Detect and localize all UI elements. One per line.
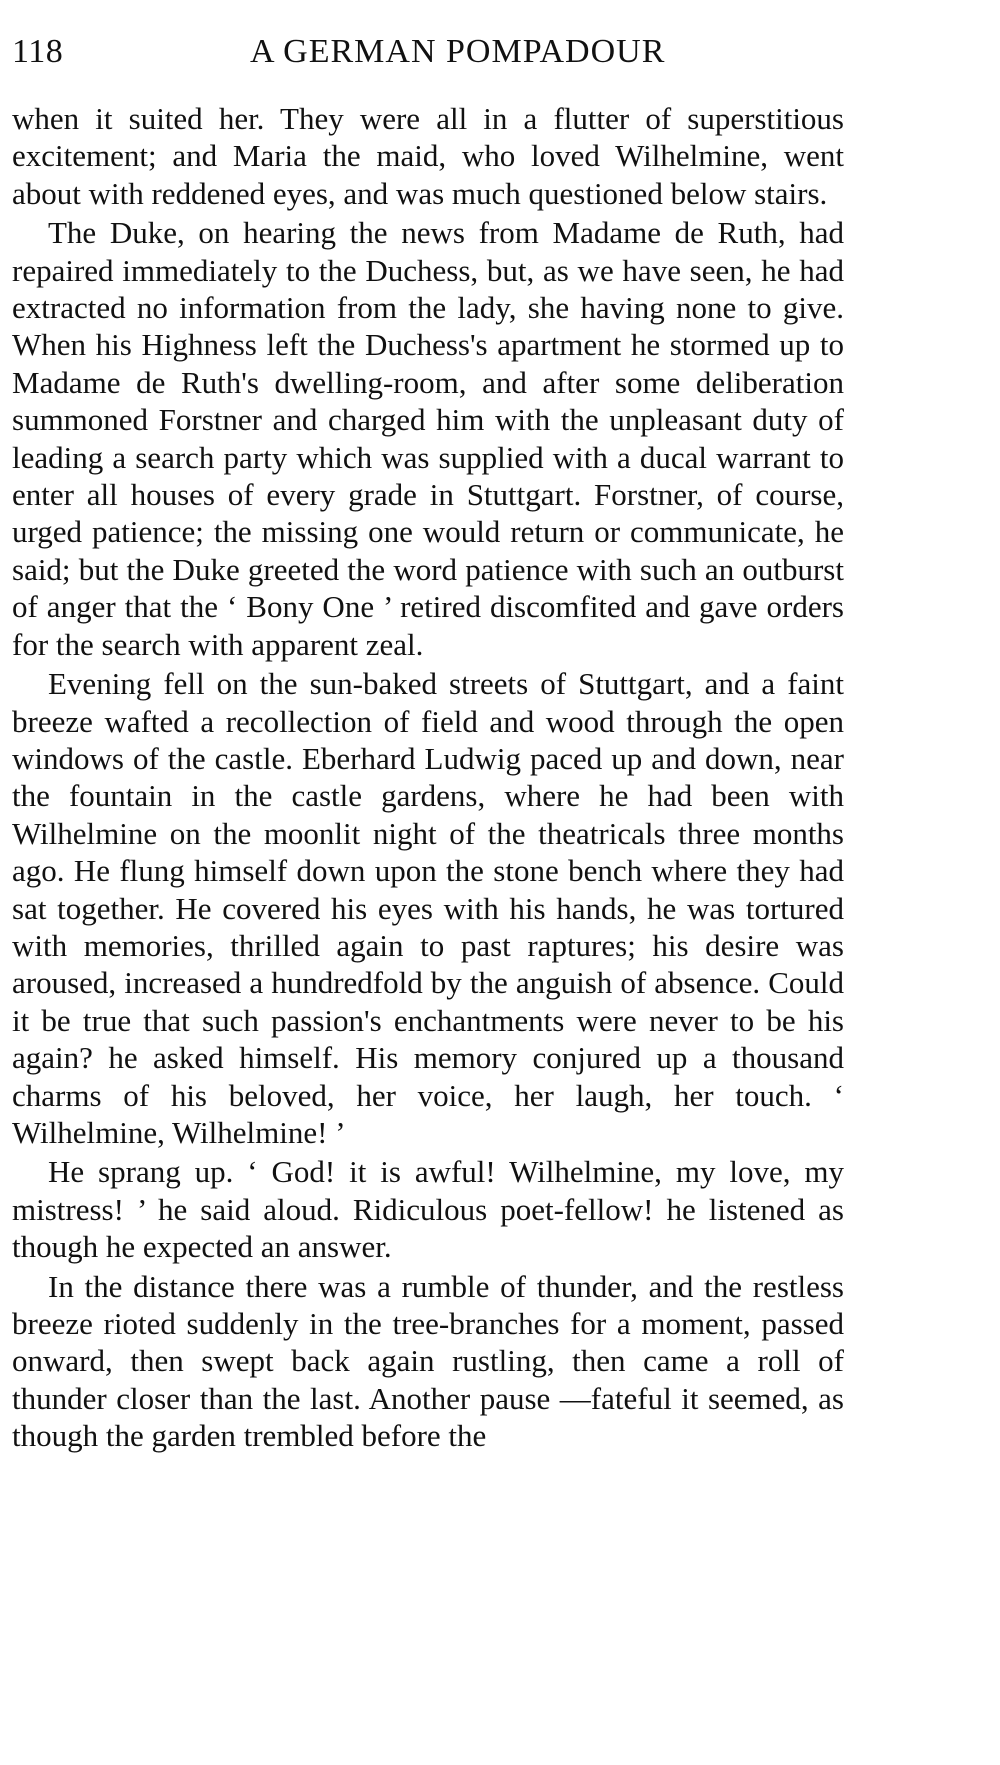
running-title: A GERMAN POMPADOUR	[250, 33, 666, 70]
paragraph: The Duke, on hearing the news from Madame de Ruth, had repaired immediately to the Duchess, but, as we have seen, he had extracted no information from the lady, she having none to give. When his Highness left the Duchess's apartment he stormed up to Madame de Ruth's dwelling-room, and after some deliberation summoned Forstner and charged him with the unpleasant duty of leading a search party which was supplied with a ducal warrant to enter all houses of every grade in Stuttgart. Forstner, of course, urged patience; the missing one would return or communicate, he said; but the Duke greeted the word patience with such an outburst of anger that the ‘ Bony One ’ retired discomfited and gave orders for the search with apparent zeal.	[12, 215, 844, 662]
paragraph: when it suited her. They were all in a flutter of superstitious excitement; and Maria the maid, who loved Wilhelmine, went about with reddened eyes, and was much questioned below stairs.	[12, 101, 844, 211]
page-number: 118	[12, 33, 64, 70]
paragraph: In the distance there was a rumble of thunder, and the restless breeze rioted suddenly in the tree-branches for a moment, passed onward, then swept back again rustling, then came a roll of thunder closer than the last. Another pause —fateful it seemed, as though the garden trembled before the	[12, 1268, 844, 1454]
body-text	[12, 100, 844, 1457]
page-header	[12, 24, 832, 80]
paragraph: He sprang up. ‘ God! it is awful! Wilhelmine, my love, my mistress! ’ he said aloud. Ridiculous poet-fellow! he listened as though he expected an answer.	[12, 1154, 844, 1265]
paragraph: Evening fell on the sun-baked streets of Stuttgart, and a faint breeze wafted a recollection of field and wood through the open windows of the castle. Eberhard Ludwig paced up and down, near the fountain in the castle gardens, where he had been with Wilhelmine on the moonlit night of the theatricals three months ago. He flung himself down upon the stone bench where they had sat together. He covered his eyes with his hands, he was tortured with memories, thrilled again to past raptures; his desire was aroused, increased a hundredfold by the anguish of absence. Could it be true that such passion's enchantments were never to be his again? he asked himself. His memory conjured up a thousand charms of his beloved, her voice, her laugh, her touch. ‘ Wilhelmine, Wilhelmine! ’	[12, 666, 844, 1150]
